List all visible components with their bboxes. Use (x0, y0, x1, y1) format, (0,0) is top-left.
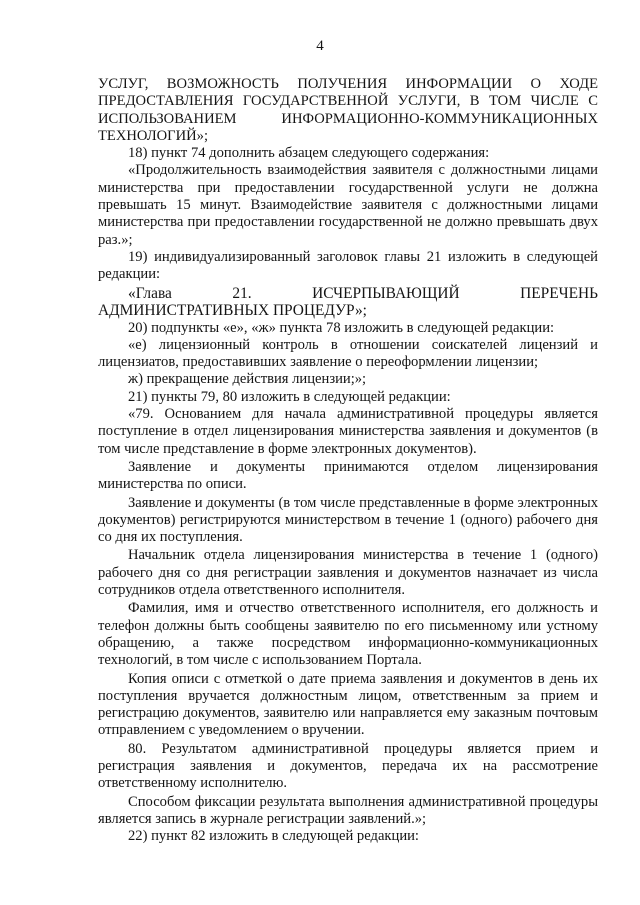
paragraph-item-22: 22) пункт 82 изложить в следующей редакции: (128, 828, 419, 845)
paragraph-assignment: Начальник отдела лицензирования министерства в течение 1 (одного) рабочего дня со дня регистрации заявления и документов назначает из числа сотрудников отдела ответственного исполнителя. (98, 547, 598, 599)
paragraph-point-79: «79. Основанием для начала административной процедуры является поступление в отдел лицензирования министерства заявления и документов (в том числе представление в форме электронных документов). (98, 406, 598, 457)
paragraph-subitem-e: «е) лицензионный контроль в отношении соискателей лицензий и лицензиатов, предоставивших заявление о переоформлении лицензии; (98, 336, 598, 371)
page-number: 4 (316, 38, 324, 54)
paragraph-subitem-zh: ж) прекращение действия лицензии;»; (128, 371, 367, 388)
paragraph-item-19: 19) индивидуализированный заголовок главы 21 изложить в следующей редакции: (98, 248, 598, 283)
paragraph-contact-info: Фамилия, имя и отчество ответственного исполнителя, его должность и телефон должны быть сообщены заявителю по его письменному или устному обращению, а также посредством информационно-коммуникационных технологий, в том числе с использованием Портала. (98, 600, 598, 669)
paragraph-registration: Заявление и документы (в том числе представленные в форме электронных документов) регистрируются министерством в течение 1 (одного) рабочего дня со дня их поступления. (98, 494, 598, 546)
paragraph-item-20: 20) подпункты «е», «ж» пункта 78 изложить в следующей редакции: (128, 319, 555, 336)
paragraph-fixation: Способом фиксации результата выполнения административной процедуры является запись в журнале регистрации заявлений.»; (98, 793, 598, 827)
paragraph-receipt-copy: Копия описи с отметкой о дате приема заявления и документов в день их поступления вручается должностным лицом, ответственным за прием и регистрацию документов, заявителю или направляется ему заказным почтовым отправлением с уведомлением о вручении. (98, 670, 598, 739)
paragraph-item-18-text: «Продолжительность взаимодействия заявителя с должностными лицами министерства при предоставлении государственной услуги не должна превышать 15 минут. Взаимодействие заявителя с должностными лицами министерства при предоставлении государственной не должно превышать двух раз.»; (98, 162, 598, 248)
paragraph-acceptance: Заявление и документы принимаются отделом лицензирования министерства по описи. (98, 458, 598, 493)
paragraph-chapter-21-title: «Глава 21. ИСЧЕРПЫВАЮЩИЙ ПЕРЕЧЕНЬ АДМИНИСТРАТИВНЫХ ПРОЦЕДУР»; (98, 284, 598, 320)
paragraph-item-21: 21) пункты 79, 80 изложить в следующей редакции: (128, 388, 451, 405)
paragraph-point-80: 80. Результатом административной процедуры является прием и регистрация заявления и документов, передача их на рассмотрение ответственному исполнителю. (98, 740, 598, 792)
paragraph-item-18: 18) пункт 74 дополнить абзацем следующего содержания: (128, 145, 490, 162)
paragraph-heading-continuation: УСЛУГ, ВОЗМОЖНОСТЬ ПОЛУЧЕНИЯ ИНФОРМАЦИИ О ХОДЕ ПРЕДОСТАВЛЕНИЯ ГОСУДАРСТВЕННОЙ УСЛУГИ, В ТОМ ЧИСЛЕ С ИСПОЛЬЗОВАНИЕМ ИНФОРМАЦИОННО-КОММУНИКАЦИОННЫХ ТЕХНОЛОГИЙ»; (98, 76, 598, 144)
document-body (98, 76, 598, 845)
